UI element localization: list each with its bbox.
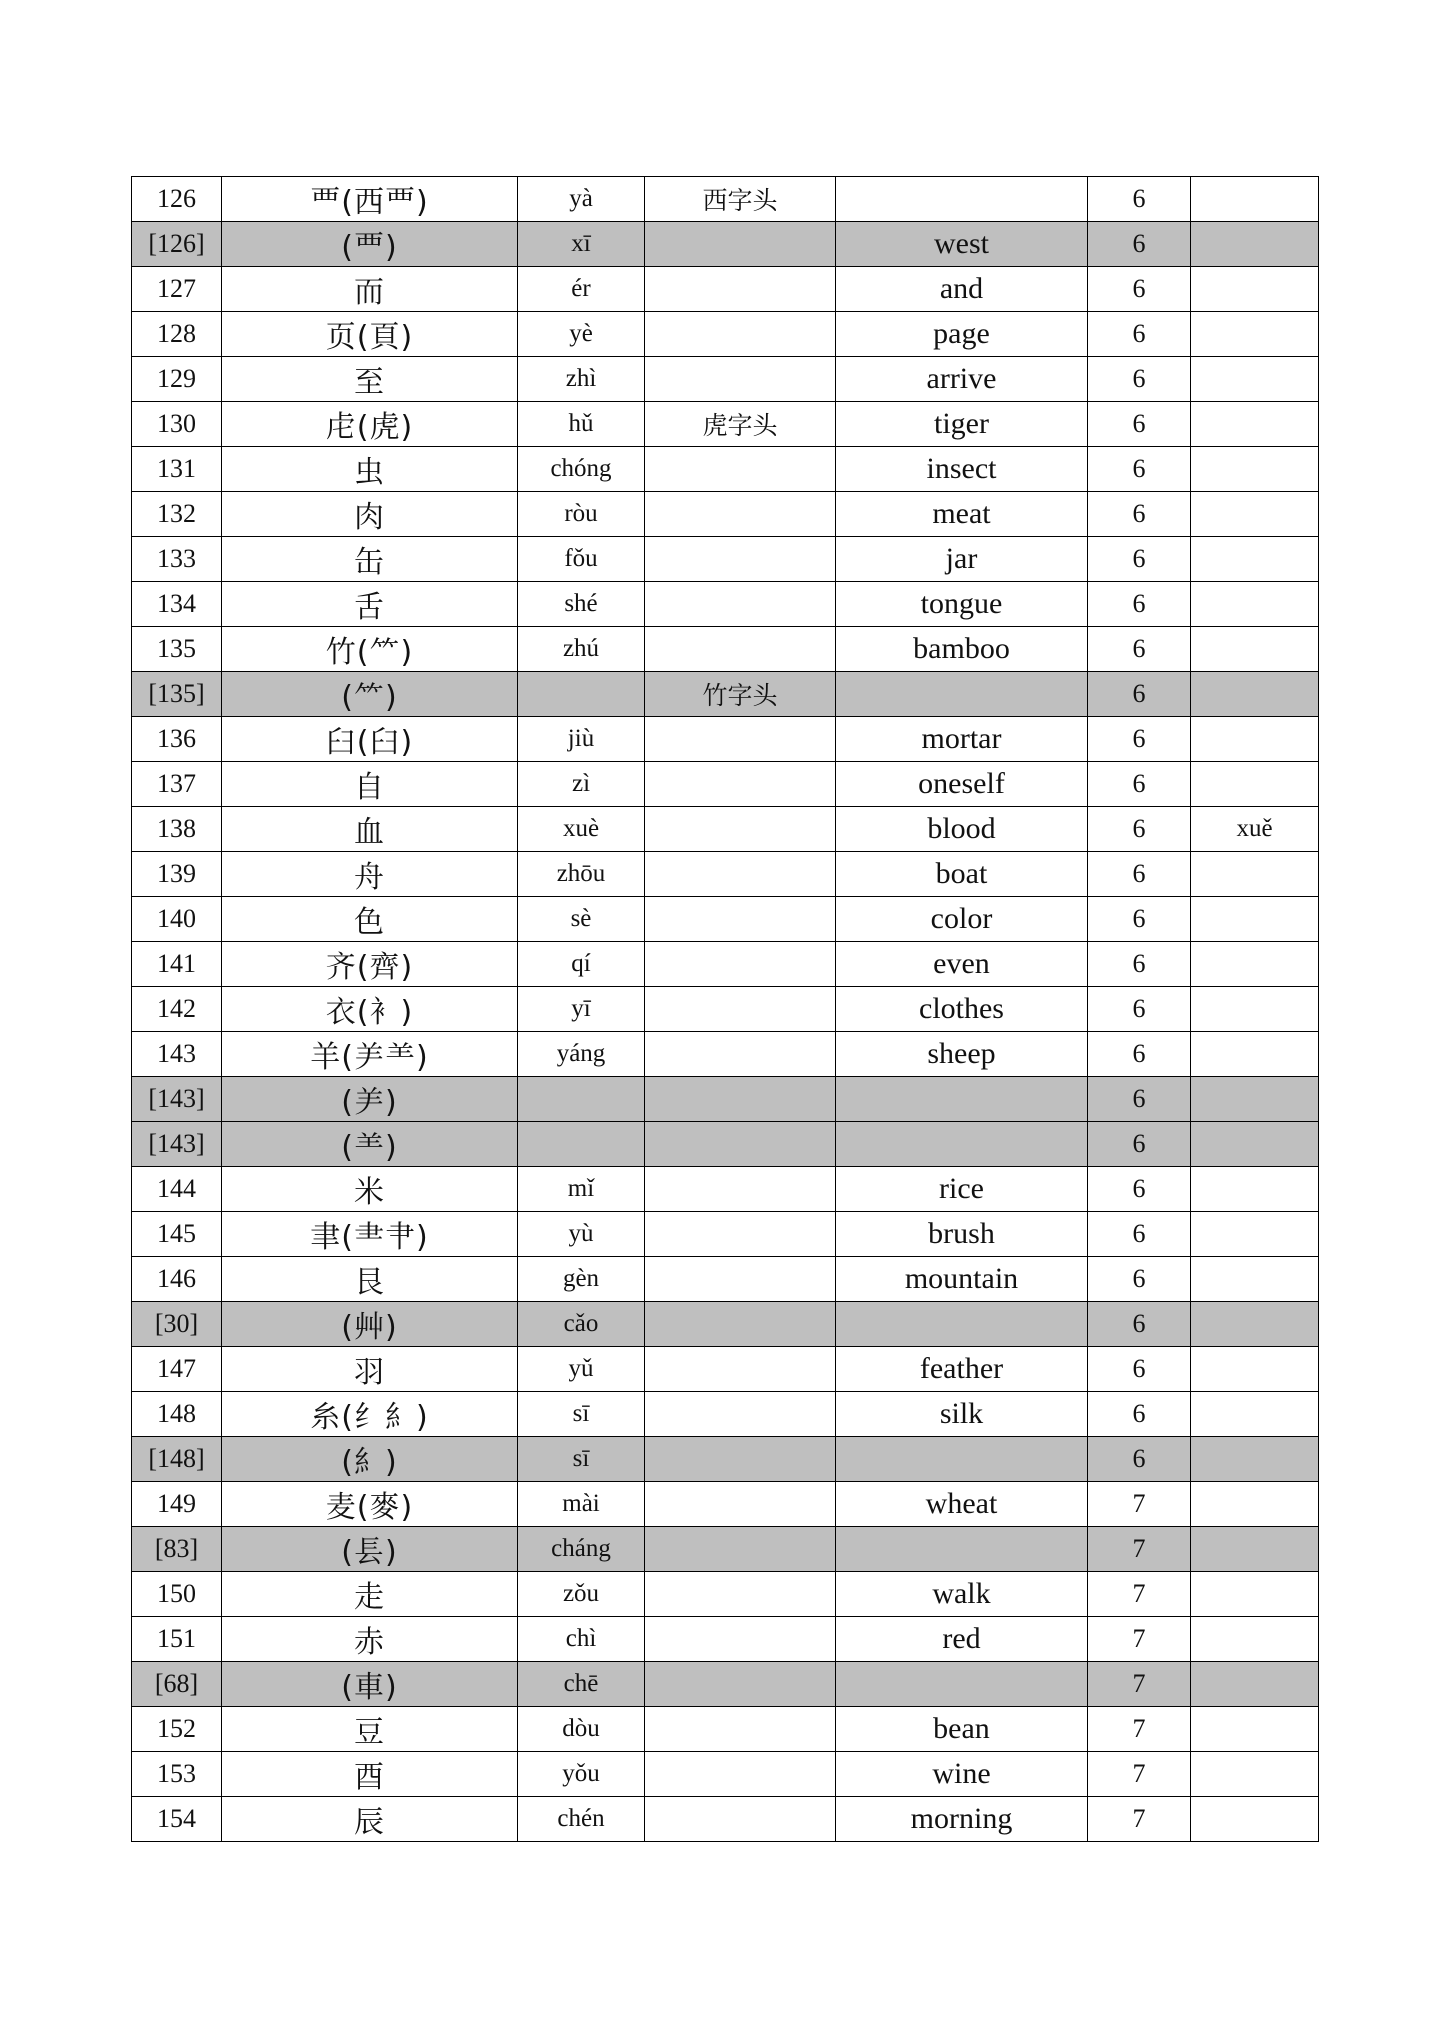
- table-row: [132, 312, 1319, 357]
- stroke-count-cell: 6: [1088, 222, 1191, 267]
- radical-number-cell: 131: [132, 447, 222, 492]
- radical-number-cell: 134: [132, 582, 222, 627]
- english-meaning-cell: mortar: [836, 717, 1088, 762]
- stroke-count-cell: 6: [1088, 357, 1191, 402]
- english-meaning-cell: insect: [836, 447, 1088, 492]
- table-row: [132, 1482, 1319, 1527]
- radical-character-cell: 臼(臼): [222, 717, 518, 762]
- table-row: [132, 807, 1319, 852]
- english-meaning-cell: feather: [836, 1347, 1088, 1392]
- pinyin-cell: jiù: [518, 717, 645, 762]
- table-row-variant: [132, 1437, 1319, 1482]
- pinyin-cell: zǒu: [518, 1572, 645, 1617]
- english-meaning-cell: page: [836, 312, 1088, 357]
- table-row-variant: [132, 1662, 1319, 1707]
- stroke-count-cell: 6: [1088, 897, 1191, 942]
- stroke-count-cell: 6: [1088, 1257, 1191, 1302]
- pinyin-cell: yī: [518, 987, 645, 1032]
- pinyin-cell: sè: [518, 897, 645, 942]
- pinyin-cell: ér: [518, 267, 645, 312]
- radical-character-cell: 而: [222, 267, 518, 312]
- stroke-count-cell: 6: [1088, 942, 1191, 987]
- pinyin-cell: [518, 1122, 645, 1167]
- table-row-variant: [132, 1077, 1319, 1122]
- english-meaning-cell: sheep: [836, 1032, 1088, 1077]
- pinyin-cell: zhì: [518, 357, 645, 402]
- stroke-count-cell: 7: [1088, 1797, 1191, 1842]
- english-meaning-cell: boat: [836, 852, 1088, 897]
- table-row: [132, 717, 1319, 762]
- radical-name-cell: [645, 807, 836, 852]
- stroke-count-cell: 7: [1088, 1527, 1191, 1572]
- note-cell: [1191, 1707, 1319, 1752]
- table-row: [132, 492, 1319, 537]
- english-meaning-cell: color: [836, 897, 1088, 942]
- table-row-variant: [132, 222, 1319, 267]
- radical-character-cell: 米: [222, 1167, 518, 1212]
- note-cell: [1191, 447, 1319, 492]
- radical-name-cell: [645, 1572, 836, 1617]
- pinyin-cell: dòu: [518, 1707, 645, 1752]
- note-cell: [1191, 852, 1319, 897]
- radical-number-cell: 128: [132, 312, 222, 357]
- radical-number-cell: 129: [132, 357, 222, 402]
- stroke-count-cell: 6: [1088, 627, 1191, 672]
- note-cell: [1191, 1032, 1319, 1077]
- note-cell: [1191, 1572, 1319, 1617]
- english-meaning-cell: [836, 1077, 1088, 1122]
- radical-name-cell: [645, 942, 836, 987]
- pinyin-cell: mài: [518, 1482, 645, 1527]
- table-row-variant: [132, 1302, 1319, 1347]
- radical-number-cell: 133: [132, 537, 222, 582]
- note-cell: [1191, 267, 1319, 312]
- radical-character-cell: 糸(纟糹): [222, 1392, 518, 1437]
- radical-character-cell: 衣(衤): [222, 987, 518, 1032]
- note-cell: [1191, 492, 1319, 537]
- note-cell: [1191, 987, 1319, 1032]
- radical-number-cell: 149: [132, 1482, 222, 1527]
- note-cell: [1191, 717, 1319, 762]
- table-row: [132, 1257, 1319, 1302]
- radical-character-cell: 缶: [222, 537, 518, 582]
- english-meaning-cell: bean: [836, 1707, 1088, 1752]
- radical-name-cell: [645, 897, 836, 942]
- radical-number-cell: 145: [132, 1212, 222, 1257]
- english-meaning-cell: and: [836, 267, 1088, 312]
- english-meaning-cell: meat: [836, 492, 1088, 537]
- english-meaning-cell: [836, 177, 1088, 222]
- radical-character-cell: (镸): [222, 1527, 518, 1572]
- note-cell: [1191, 1212, 1319, 1257]
- stroke-count-cell: 6: [1088, 312, 1191, 357]
- stroke-count-cell: 6: [1088, 762, 1191, 807]
- radical-number-cell: 150: [132, 1572, 222, 1617]
- radical-number-cell: [68]: [132, 1662, 222, 1707]
- english-meaning-cell: silk: [836, 1392, 1088, 1437]
- note-cell: [1191, 582, 1319, 627]
- radical-number-cell: [143]: [132, 1122, 222, 1167]
- radical-character-cell: 辰: [222, 1797, 518, 1842]
- radical-name-cell: 虎字头: [645, 402, 836, 447]
- pinyin-cell: yè: [518, 312, 645, 357]
- note-cell: [1191, 1482, 1319, 1527]
- radical-name-cell: [645, 1347, 836, 1392]
- table-row: [132, 1617, 1319, 1662]
- stroke-count-cell: 6: [1088, 987, 1191, 1032]
- note-cell: [1191, 762, 1319, 807]
- radical-name-cell: [645, 1797, 836, 1842]
- english-meaning-cell: [836, 1122, 1088, 1167]
- radical-character-cell: 自: [222, 762, 518, 807]
- radical-character-cell: 酉: [222, 1752, 518, 1797]
- radical-character-cell: 赤: [222, 1617, 518, 1662]
- radical-character-cell: 羽: [222, 1347, 518, 1392]
- table-row: [132, 1212, 1319, 1257]
- english-meaning-cell: clothes: [836, 987, 1088, 1032]
- stroke-count-cell: 6: [1088, 807, 1191, 852]
- radical-name-cell: [645, 627, 836, 672]
- english-meaning-cell: blood: [836, 807, 1088, 852]
- stroke-count-cell: 6: [1088, 1167, 1191, 1212]
- radical-number-cell: 146: [132, 1257, 222, 1302]
- table-row-variant: [132, 1527, 1319, 1572]
- english-meaning-cell: [836, 1527, 1088, 1572]
- note-cell: [1191, 672, 1319, 717]
- radical-name-cell: [645, 762, 836, 807]
- note-cell: xuě: [1191, 807, 1319, 852]
- pinyin-cell: cǎo: [518, 1302, 645, 1347]
- stroke-count-cell: 6: [1088, 1392, 1191, 1437]
- note-cell: [1191, 1257, 1319, 1302]
- radical-name-cell: [645, 1077, 836, 1122]
- english-meaning-cell: rice: [836, 1167, 1088, 1212]
- radical-name-cell: [645, 987, 836, 1032]
- radical-number-cell: [148]: [132, 1437, 222, 1482]
- note-cell: [1191, 627, 1319, 672]
- note-cell: [1191, 1077, 1319, 1122]
- pinyin-cell: yǔ: [518, 1347, 645, 1392]
- table-row: [132, 267, 1319, 312]
- english-meaning-cell: [836, 1437, 1088, 1482]
- table-row: [132, 897, 1319, 942]
- pinyin-cell: chóng: [518, 447, 645, 492]
- stroke-count-cell: 6: [1088, 447, 1191, 492]
- english-meaning-cell: arrive: [836, 357, 1088, 402]
- table-row: [132, 1347, 1319, 1392]
- radical-number-cell: 141: [132, 942, 222, 987]
- note-cell: [1191, 1167, 1319, 1212]
- english-meaning-cell: morning: [836, 1797, 1088, 1842]
- radical-number-cell: 135: [132, 627, 222, 672]
- stroke-count-cell: 7: [1088, 1707, 1191, 1752]
- english-meaning-cell: red: [836, 1617, 1088, 1662]
- stroke-count-cell: 6: [1088, 402, 1191, 447]
- english-meaning-cell: bamboo: [836, 627, 1088, 672]
- radical-name-cell: [645, 1437, 836, 1482]
- radical-name-cell: [645, 1392, 836, 1437]
- pinyin-cell: fǒu: [518, 537, 645, 582]
- radical-number-cell: 143: [132, 1032, 222, 1077]
- pinyin-cell: chē: [518, 1662, 645, 1707]
- pinyin-cell: yà: [518, 177, 645, 222]
- stroke-count-cell: 6: [1088, 1212, 1191, 1257]
- radical-character-cell: (覀): [222, 222, 518, 267]
- radical-number-cell: 147: [132, 1347, 222, 1392]
- table-row: [132, 447, 1319, 492]
- radical-name-cell: [645, 1527, 836, 1572]
- english-meaning-cell: wheat: [836, 1482, 1088, 1527]
- table-row: [132, 1572, 1319, 1617]
- radical-character-cell: (⺷): [222, 1122, 518, 1167]
- english-meaning-cell: tongue: [836, 582, 1088, 627]
- radical-name-cell: [645, 492, 836, 537]
- pinyin-cell: ròu: [518, 492, 645, 537]
- pinyin-cell: cháng: [518, 1527, 645, 1572]
- table-row: [132, 942, 1319, 987]
- radical-name-cell: [645, 1752, 836, 1797]
- radical-number-cell: 127: [132, 267, 222, 312]
- pinyin-cell: yǒu: [518, 1752, 645, 1797]
- pinyin-cell: xuè: [518, 807, 645, 852]
- radical-character-cell: 舌: [222, 582, 518, 627]
- stroke-count-cell: 6: [1088, 1347, 1191, 1392]
- table-row: [132, 1392, 1319, 1437]
- table-row: [132, 1752, 1319, 1797]
- radical-name-cell: 竹字头: [645, 672, 836, 717]
- note-cell: [1191, 1527, 1319, 1572]
- english-meaning-cell: [836, 1302, 1088, 1347]
- radical-character-cell: 麦(麥): [222, 1482, 518, 1527]
- radical-character-cell: 艮: [222, 1257, 518, 1302]
- note-cell: [1191, 1122, 1319, 1167]
- radical-name-cell: [645, 1257, 836, 1302]
- note-cell: [1191, 897, 1319, 942]
- stroke-count-cell: 6: [1088, 1302, 1191, 1347]
- pinyin-cell: hǔ: [518, 402, 645, 447]
- radicals-table: [131, 176, 1319, 1842]
- stroke-count-cell: 7: [1088, 1617, 1191, 1662]
- pinyin-cell: zì: [518, 762, 645, 807]
- radical-name-cell: [645, 447, 836, 492]
- radical-name-cell: [645, 1212, 836, 1257]
- radical-number-cell: 154: [132, 1797, 222, 1842]
- radical-number-cell: 137: [132, 762, 222, 807]
- table-row-variant: [132, 1122, 1319, 1167]
- pinyin-cell: zhōu: [518, 852, 645, 897]
- radical-character-cell: 聿(⺻⺺): [222, 1212, 518, 1257]
- radical-number-cell: 151: [132, 1617, 222, 1662]
- pinyin-cell: yù: [518, 1212, 645, 1257]
- table-row-variant: [132, 672, 1319, 717]
- radical-number-cell: 148: [132, 1392, 222, 1437]
- pinyin-cell: [518, 1077, 645, 1122]
- stroke-count-cell: 7: [1088, 1662, 1191, 1707]
- note-cell: [1191, 402, 1319, 447]
- pinyin-cell: sī: [518, 1437, 645, 1482]
- stroke-count-cell: 7: [1088, 1752, 1191, 1797]
- table-row: [132, 1032, 1319, 1077]
- note-cell: [1191, 1392, 1319, 1437]
- radical-character-cell: (⺮): [222, 672, 518, 717]
- english-meaning-cell: walk: [836, 1572, 1088, 1617]
- stroke-count-cell: 6: [1088, 267, 1191, 312]
- stroke-count-cell: 6: [1088, 1077, 1191, 1122]
- stroke-count-cell: 7: [1088, 1572, 1191, 1617]
- radical-number-cell: [126]: [132, 222, 222, 267]
- radical-character-cell: 虍(虎): [222, 402, 518, 447]
- radical-character-cell: 齐(齊): [222, 942, 518, 987]
- stroke-count-cell: 6: [1088, 1122, 1191, 1167]
- stroke-count-cell: 6: [1088, 1032, 1191, 1077]
- radical-character-cell: 虫: [222, 447, 518, 492]
- english-meaning-cell: west: [836, 222, 1088, 267]
- note-cell: [1191, 1302, 1319, 1347]
- stroke-count-cell: 6: [1088, 672, 1191, 717]
- pinyin-cell: qí: [518, 942, 645, 987]
- radical-number-cell: [143]: [132, 1077, 222, 1122]
- pinyin-cell: gèn: [518, 1257, 645, 1302]
- radical-character-cell: (車): [222, 1662, 518, 1707]
- radical-name-cell: [645, 582, 836, 627]
- table-row: [132, 1167, 1319, 1212]
- radical-name-cell: [645, 717, 836, 762]
- note-cell: [1191, 177, 1319, 222]
- radical-character-cell: 血: [222, 807, 518, 852]
- stroke-count-cell: 7: [1088, 1482, 1191, 1527]
- radical-character-cell: 走: [222, 1572, 518, 1617]
- radical-number-cell: 144: [132, 1167, 222, 1212]
- radical-character-cell: 至: [222, 357, 518, 402]
- radical-character-cell: 竹(⺮): [222, 627, 518, 672]
- note-cell: [1191, 222, 1319, 267]
- radical-name-cell: 西字头: [645, 177, 836, 222]
- pinyin-cell: shé: [518, 582, 645, 627]
- note-cell: [1191, 1347, 1319, 1392]
- table-row: [132, 1707, 1319, 1752]
- pinyin-cell: chì: [518, 1617, 645, 1662]
- radical-name-cell: [645, 357, 836, 402]
- pinyin-cell: zhú: [518, 627, 645, 672]
- radical-character-cell: (糹): [222, 1437, 518, 1482]
- radical-number-cell: 140: [132, 897, 222, 942]
- radical-name-cell: [645, 1122, 836, 1167]
- english-meaning-cell: tiger: [836, 402, 1088, 447]
- note-cell: [1191, 1437, 1319, 1482]
- table-row: [132, 1797, 1319, 1842]
- radical-number-cell: [30]: [132, 1302, 222, 1347]
- table-body: [132, 177, 1319, 1842]
- table-row: [132, 987, 1319, 1032]
- note-cell: [1191, 312, 1319, 357]
- english-meaning-cell: jar: [836, 537, 1088, 582]
- english-meaning-cell: mountain: [836, 1257, 1088, 1302]
- english-meaning-cell: oneself: [836, 762, 1088, 807]
- pinyin-cell: [518, 672, 645, 717]
- note-cell: [1191, 1752, 1319, 1797]
- pinyin-cell: mǐ: [518, 1167, 645, 1212]
- radical-number-cell: [135]: [132, 672, 222, 717]
- radical-name-cell: [645, 1302, 836, 1347]
- pinyin-cell: sī: [518, 1392, 645, 1437]
- radical-name-cell: [645, 1662, 836, 1707]
- stroke-count-cell: 6: [1088, 1437, 1191, 1482]
- radical-name-cell: [645, 1707, 836, 1752]
- table-row: [132, 177, 1319, 222]
- radical-character-cell: 色: [222, 897, 518, 942]
- table-row: [132, 537, 1319, 582]
- note-cell: [1191, 942, 1319, 987]
- english-meaning-cell: [836, 672, 1088, 717]
- radical-number-cell: 132: [132, 492, 222, 537]
- pinyin-cell: yáng: [518, 1032, 645, 1077]
- radical-character-cell: 舟: [222, 852, 518, 897]
- note-cell: [1191, 537, 1319, 582]
- english-meaning-cell: [836, 1662, 1088, 1707]
- table-row: [132, 852, 1319, 897]
- radical-name-cell: [645, 537, 836, 582]
- radical-number-cell: 152: [132, 1707, 222, 1752]
- radical-character-cell: (艸): [222, 1302, 518, 1347]
- radical-character-cell: 肉: [222, 492, 518, 537]
- stroke-count-cell: 6: [1088, 492, 1191, 537]
- english-meaning-cell: even: [836, 942, 1088, 987]
- radical-number-cell: 139: [132, 852, 222, 897]
- radical-number-cell: 136: [132, 717, 222, 762]
- radical-number-cell: 142: [132, 987, 222, 1032]
- table-row: [132, 402, 1319, 447]
- note-cell: [1191, 1662, 1319, 1707]
- radical-name-cell: [645, 1617, 836, 1662]
- note-cell: [1191, 357, 1319, 402]
- radical-name-cell: [645, 1032, 836, 1077]
- stroke-count-cell: 6: [1088, 717, 1191, 762]
- table-row: [132, 357, 1319, 402]
- radical-character-cell: 覀(西覀): [222, 177, 518, 222]
- radical-character-cell: (⺶): [222, 1077, 518, 1122]
- note-cell: [1191, 1797, 1319, 1842]
- stroke-count-cell: 6: [1088, 852, 1191, 897]
- radical-character-cell: 页(頁): [222, 312, 518, 357]
- radical-name-cell: [645, 1482, 836, 1527]
- english-meaning-cell: wine: [836, 1752, 1088, 1797]
- note-cell: [1191, 1617, 1319, 1662]
- radical-number-cell: 153: [132, 1752, 222, 1797]
- radical-number-cell: 138: [132, 807, 222, 852]
- english-meaning-cell: brush: [836, 1212, 1088, 1257]
- radical-number-cell: 126: [132, 177, 222, 222]
- stroke-count-cell: 6: [1088, 177, 1191, 222]
- pinyin-cell: xī: [518, 222, 645, 267]
- radical-number-cell: [83]: [132, 1527, 222, 1572]
- table-row: [132, 582, 1319, 627]
- stroke-count-cell: 6: [1088, 582, 1191, 627]
- radical-name-cell: [645, 267, 836, 312]
- radical-number-cell: 130: [132, 402, 222, 447]
- radical-name-cell: [645, 312, 836, 357]
- table-row: [132, 762, 1319, 807]
- radical-character-cell: 豆: [222, 1707, 518, 1752]
- pinyin-cell: chén: [518, 1797, 645, 1842]
- radical-name-cell: [645, 852, 836, 897]
- radical-name-cell: [645, 1167, 836, 1212]
- table-row: [132, 627, 1319, 672]
- radical-name-cell: [645, 222, 836, 267]
- radical-character-cell: 羊(⺶⺷): [222, 1032, 518, 1077]
- stroke-count-cell: 6: [1088, 537, 1191, 582]
